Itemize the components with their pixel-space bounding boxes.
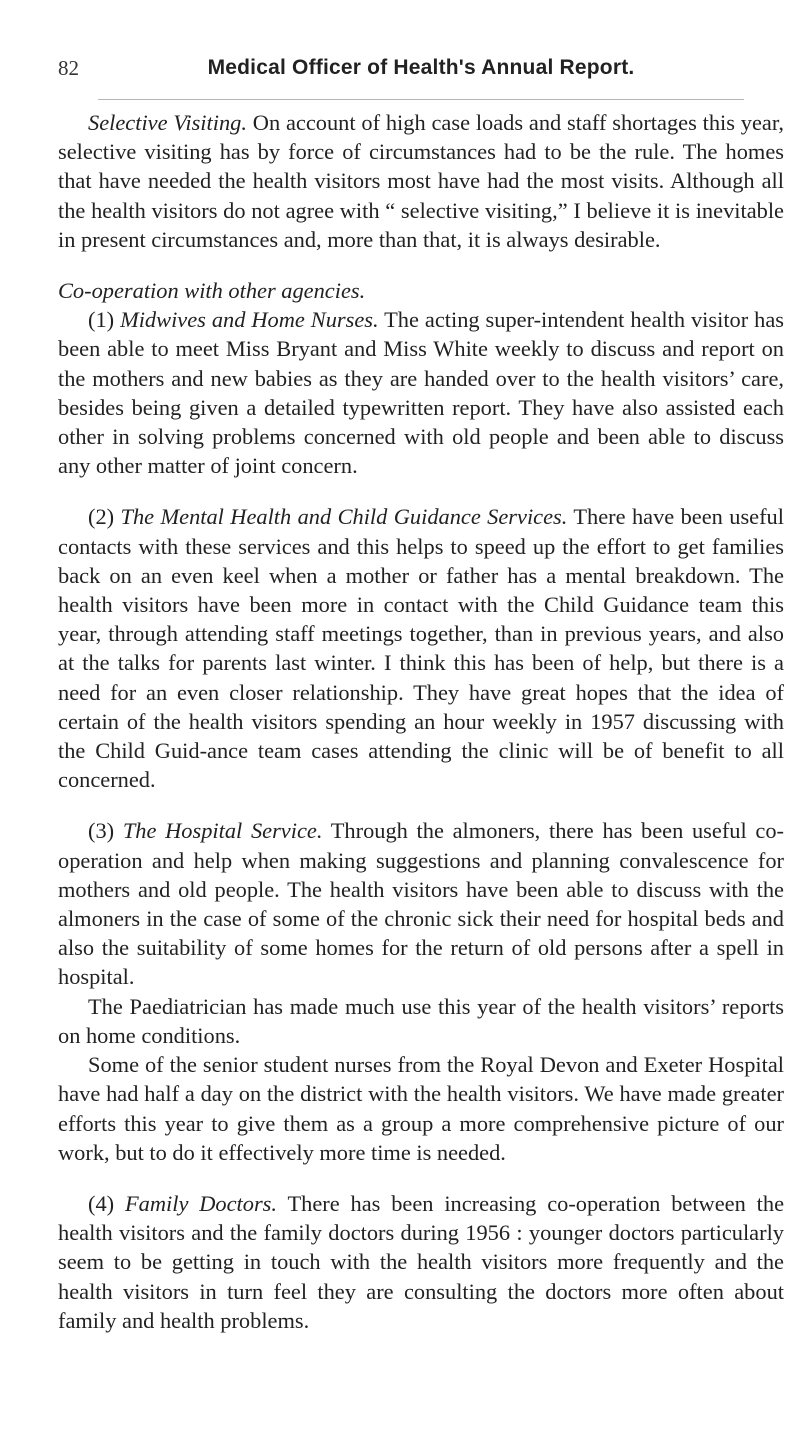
item-number: (2) <box>88 504 121 530</box>
hospital-service-heading: The Hospital Service. <box>122 818 323 844</box>
student-nurses-paragraph: Some of the senior student nurses from the Royal Devon and Exeter Hospital have had half a day on the district with the health visitors. We have made greater efforts this year to give them as a group a more comprehensive picture of our work, but to do it effectively more time is needed. <box>58 1052 784 1165</box>
midwives-paragraph <box>58 305 784 480</box>
hospital-service-paragraph <box>58 816 784 991</box>
hospital-service-text: Through the almoners, there has been useful co-operation and help when making suggestions and planning convalescence for mothers and old people. The health visitors have been able to discuss with the almoners in the case of some of the chronic sick their need for hospital beds and also the suitability of some homes for the return of old persons after a spell in hospital. <box>58 818 784 990</box>
document-page <box>58 56 784 1335</box>
mental-health-paragraph <box>58 502 784 794</box>
paediatrician-paragraph: The Paediatrician has made much use this year of the health visitors’ reports on home conditions. <box>58 993 784 1048</box>
family-doctors-paragraph <box>58 1189 784 1335</box>
cooperation-heading: Co-operation with other agencies. <box>58 278 366 304</box>
selective-visiting-heading: Selective Visiting. <box>88 110 247 135</box>
mental-health-text: There have been useful contacts with these services and this helps to speed up the effort to get families back on an even keel when a mother or father has a mental breakdown. The health visitors have been more in contact with the Child Guidance team this year, through attending staff meetings together, than in previous years, and also at the talks for parents last winter. I think this has been of help, but there is a need for an even closer relationship. They have great hopes that the idea of certain of the health visitors spending an hour weekly in 1957 discussing with the Child Guid-ance team cases attending the clinic will be of benefit to all concerned. <box>58 504 784 793</box>
family-doctors-heading: Family Doctors. <box>124 1190 277 1216</box>
midwives-text: The acting super-intendent health visitor has been able to meet Miss Bryant and Miss White weekly to discuss and report on the mothers and new babies as they are handed over to the health visitors’ care, besides being given a detailed typewritten report. They have also assisted each other in solving problems concerned with old people and been able to discuss any other matter of joint concern. <box>58 307 784 479</box>
header-rule <box>98 99 744 100</box>
midwives-heading: Midwives and Home Nurses. <box>120 307 379 333</box>
running-title: Medical Officer of Health's Annual Report. <box>207 56 635 79</box>
running-head <box>58 56 784 96</box>
item-number: (1) <box>88 307 121 333</box>
family-doctors-text: There has been increasing co-operation between the health visitors and the family doctors during 1956 : younger doctors particularly seem to be getting in touch with the health visitors more frequently and the health visitors in turn feel they are consulting the doctors more often about family and health problems. <box>58 1190 785 1333</box>
report-body <box>58 108 784 1335</box>
mental-health-heading: The Mental Health and Child Guidance Services. <box>120 504 568 530</box>
item-number: (4) <box>88 1190 125 1216</box>
item-number: (3) <box>88 818 123 844</box>
page-number: 82 <box>58 56 79 80</box>
selective-visiting-text: On account of high case loads and staff shortages this year, selective visiting has by force of circumstances had to be the rule. The homes that have needed the health visitors most have had the most visits. Although all the health visitors do not agree with “ selective visiting,” I believe it is inevitable in present circumstances and, more than that, it is always desirable. <box>58 110 784 252</box>
selective-visiting-paragraph <box>58 108 784 254</box>
